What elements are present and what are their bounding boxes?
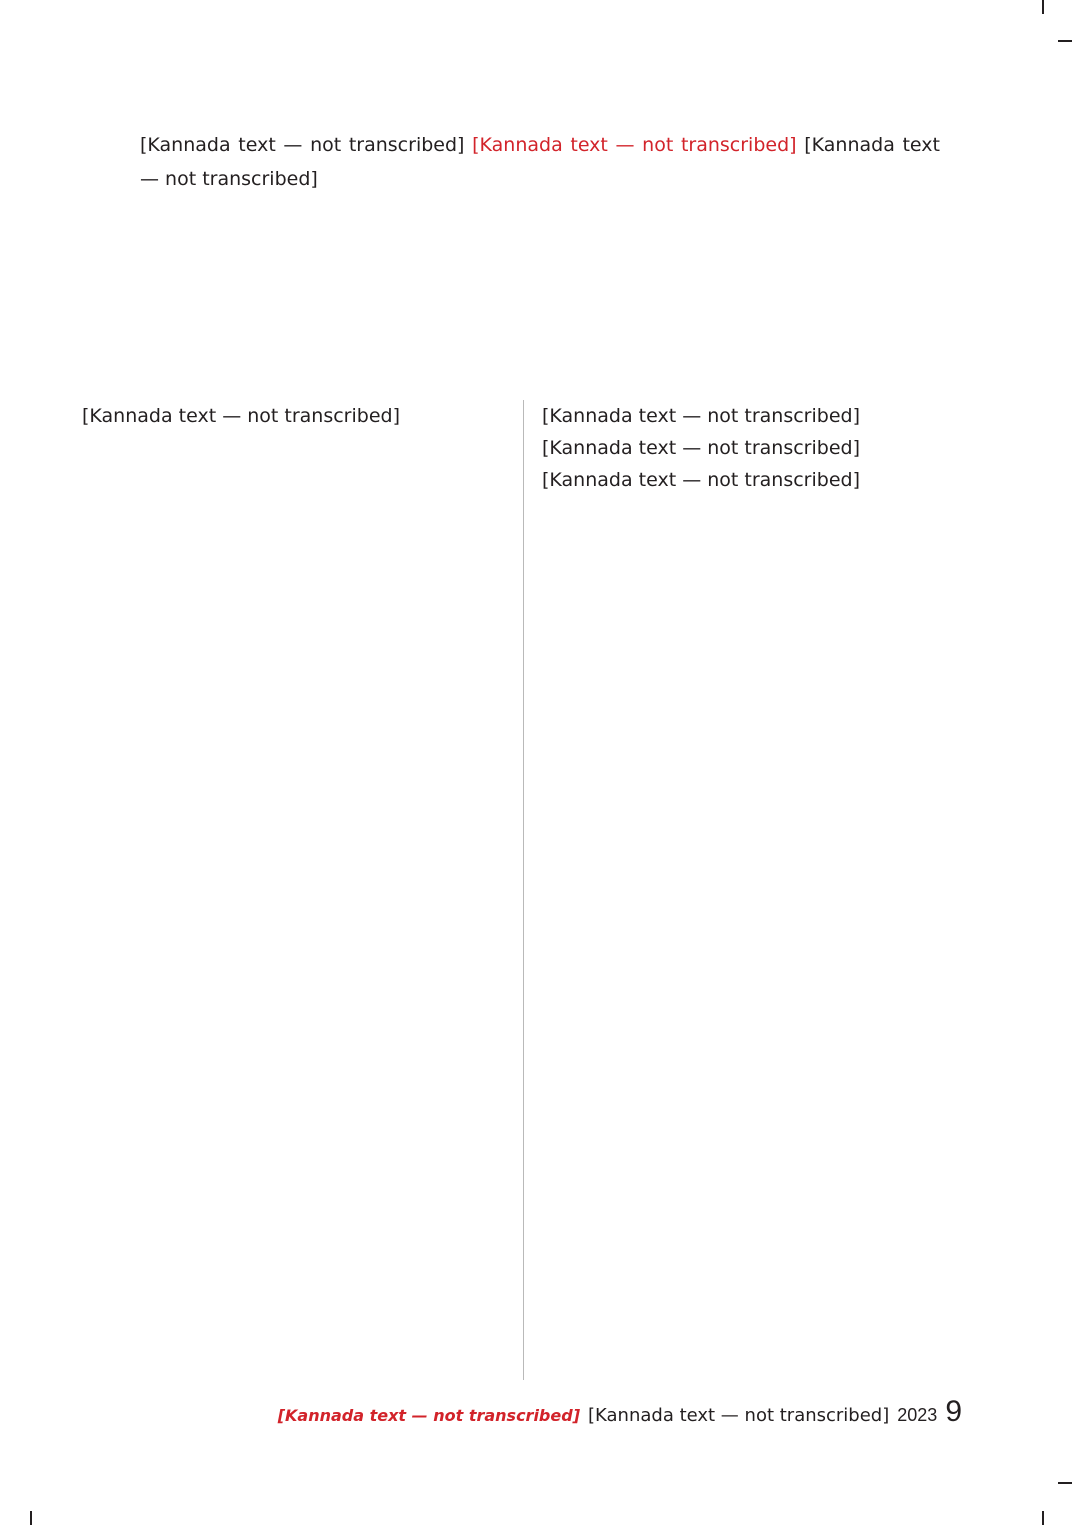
magazine-masthead: [Kannada text — not transcribed] — [277, 1406, 580, 1425]
crop-mark-top-right-side — [1058, 40, 1072, 42]
crop-mark-top-right — [1042, 0, 1044, 14]
author-name: [Kannada text — not transcribed] — [472, 134, 797, 156]
column-divider — [523, 400, 524, 1380]
article-body — [82, 400, 964, 1380]
page-footer — [278, 1395, 962, 1429]
crop-mark-bottom-right-side — [1058, 1482, 1072, 1484]
author-bio — [140, 128, 940, 328]
bio-text-after: [Kannada text — not transcribed] — [140, 134, 940, 190]
issue-month: [Kannada text — not transcribed] — [588, 1405, 890, 1426]
article-paragraph: [Kannada text — not transcribed] — [542, 437, 860, 459]
article-paragraph: [Kannada text — not transcribed] — [542, 405, 860, 427]
issue-year: 2023 — [897, 1405, 938, 1425]
crop-mark-bottom-left — [30, 1511, 32, 1525]
page-number: 9 — [945, 1395, 962, 1428]
article-column-left — [82, 400, 504, 1380]
bio-text-before: [Kannada text — not transcribed] — [140, 134, 465, 156]
article-paragraph: [Kannada text — not transcribed] — [82, 405, 400, 427]
article-paragraph: [Kannada text — not transcribed] — [542, 469, 860, 491]
article-column-right — [542, 400, 964, 1380]
crop-mark-bottom-right — [1042, 1511, 1044, 1525]
